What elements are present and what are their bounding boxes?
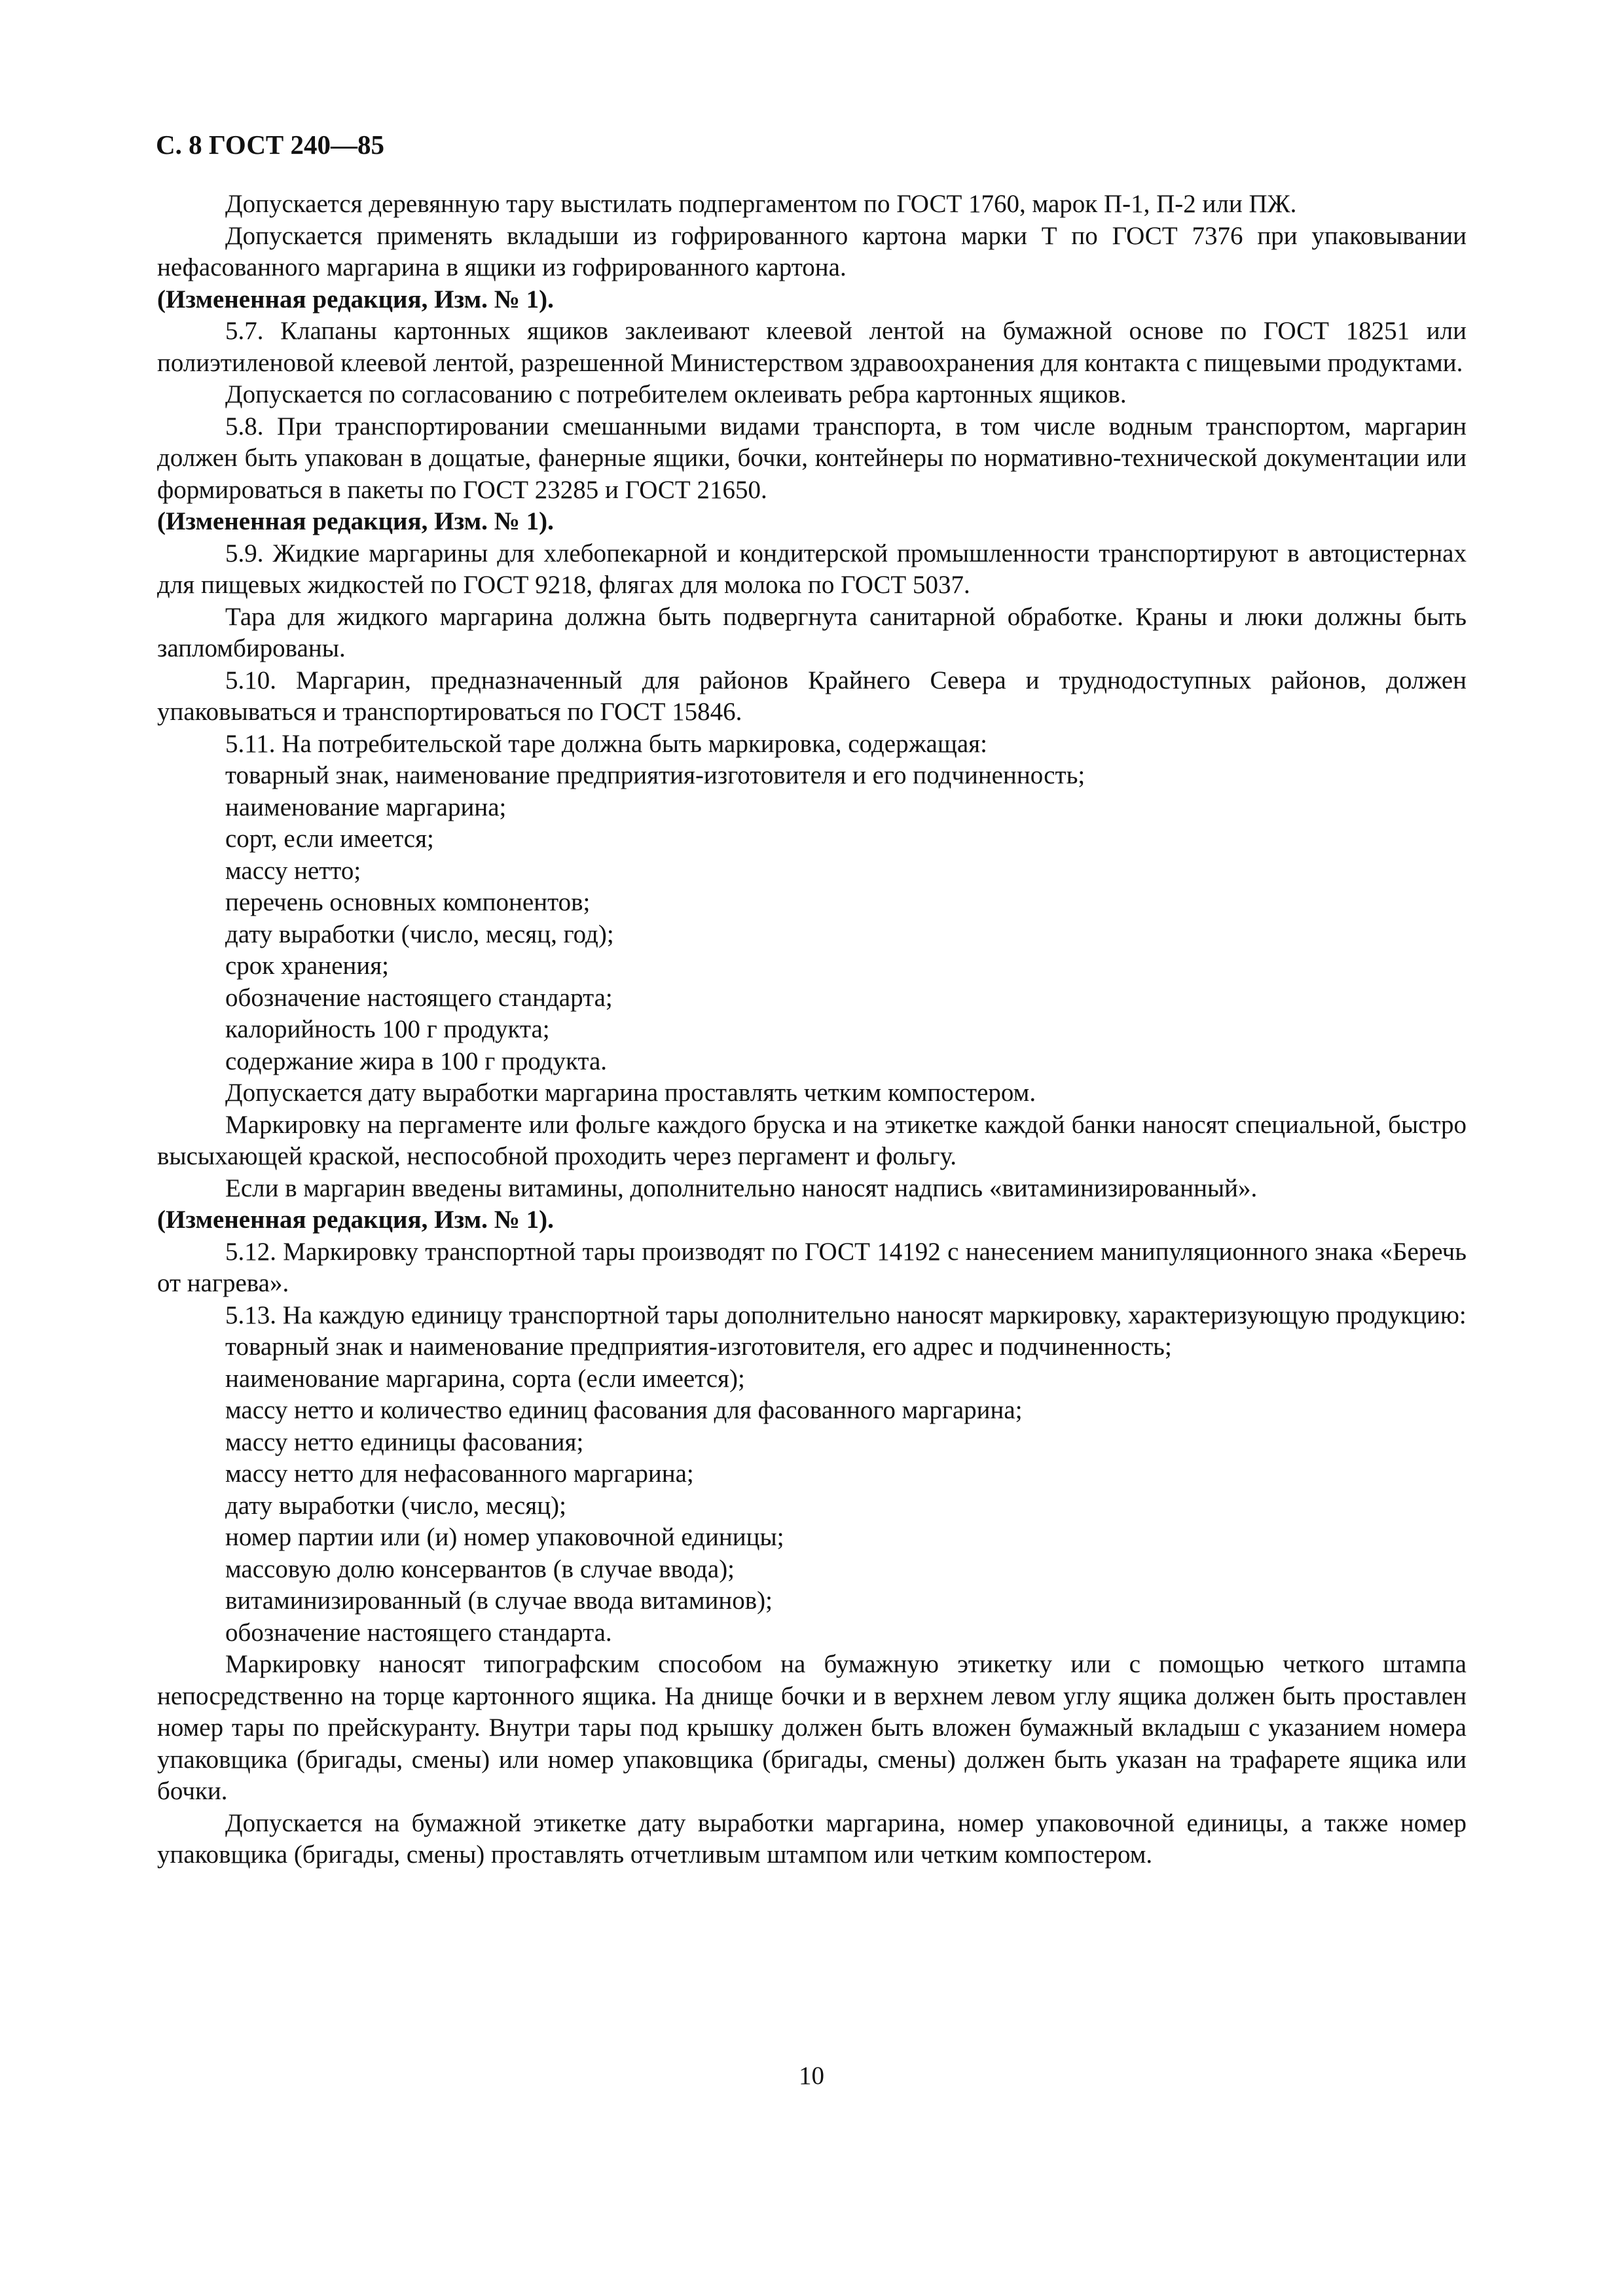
paragraph: Допускается по согласованию с потребителем оклеивать ребра картонных ящиков. [225, 380, 1127, 408]
list-item: товарный знак, наименование предприятия-изготовителя и его подчиненность; [225, 761, 1085, 789]
paragraph: Если в маргарин введены витамины, дополнительно наносят надпись «витаминизированный». [225, 1174, 1258, 1202]
list-item: массу нетто для нефасованного маргарина; [225, 1460, 694, 1488]
amendment-note: (Измененная редакция, Изм. № 1). [157, 1206, 554, 1234]
paragraph: 5.8. При транспортировании смешанными видами транспорта, в том числе водным транспортом, маргарин должен быть упакован в дощатые, фанерные ящики, бочки, контейнеры по нормативно-технической документации или формироваться в пакеты по ГОСТ 23285 и ГОСТ 21650. [157, 412, 1467, 504]
list-item: содержание жира в 100 г продукта. [225, 1047, 608, 1075]
list-item: наименование маргарина, сорта (если имеется); [225, 1364, 745, 1393]
amendment-note: (Измененная редакция, Изм. № 1). [157, 285, 554, 314]
list-item: срок хранения; [225, 952, 390, 980]
paragraph: Маркировку на пергаменте или фольге каждого бруска и на этикетке каждой банки наносят специальной, быстро высыхающей краской, неспособной проходить через пергамент и фольгу. [157, 1110, 1467, 1170]
list-item: массу нетто; [225, 856, 361, 885]
list-item: витаминизированный (в случае ввода витаминов); [225, 1587, 773, 1615]
paragraph: 5.10. Маргарин, предназначенный для районов Крайнего Севера и труднодоступных районов, должен упаковываться и транспортироваться по ГОСТ 15846. [157, 666, 1467, 726]
paragraph: 5.12. Маркировку транспортной тары производят по ГОСТ 14192 с нанесением манипуляционного знака «Беречь от нагрева». [157, 1237, 1467, 1297]
list-item: товарный знак и наименование предприятия-изготовителя, его адрес и подчиненность; [225, 1333, 1172, 1361]
list-item: номер партии или (и) номер упаковочной единицы; [225, 1523, 784, 1551]
paragraph: 5.13. На каждую единицу транспортной тары дополнительно наносят маркировку, характеризующую продукцию: [225, 1300, 1467, 1329]
list-item: обозначение настоящего стандарта; [225, 983, 613, 1012]
list-item: массу нетто и количество единиц фасования для фасованного маргарина; [225, 1396, 1023, 1424]
paragraph: Маркировку наносят типографским способом на бумажную этикетку или с помощью четкого штампа непосредственно на торце картонного ящика. На днище бочки и в верхнем левом углу ящика должен быть проставлен номер тары по прейскуранту. Внутри тары под крышку должен быть вложен бумажный вкладыш с указанием номера упаковщика (бригады, смены) или номер упаковщика (бригады, смены) должен быть указан на трафарете ящика или бочки. [157, 1650, 1467, 1805]
amendment-note: (Измененная редакция, Изм. № 1). [157, 507, 554, 535]
paragraph: Тара для жидкого маргарина должна быть подвергнута санитарной обработке. Краны и люки должны быть запломбированы. [157, 602, 1467, 662]
paragraph: Допускается применять вкладыши из гофрированного картона марки Т по ГОСТ 7376 при упаковывании нефасованного маргарина в ящики из гофрированного картона. [157, 221, 1467, 281]
paragraph: Допускается дату выработки маргарина проставлять четким компостером. [225, 1079, 1036, 1107]
list-item: массовую долю консервантов (в случае ввода); [225, 1554, 735, 1583]
page-header: С. 8 ГОСТ 240—85 [156, 130, 385, 160]
paragraph: 5.11. На потребительской таре должна быть маркировка, содержащая: [225, 729, 987, 758]
list-item: обозначение настоящего стандарта. [225, 1618, 612, 1647]
list-item: дату выработки (число, месяц); [225, 1491, 566, 1520]
paragraph: Допускается деревянную тару выстилать подпергаментом по ГОСТ 1760, марок П-1, П-2 или ПЖ. [225, 190, 1297, 218]
list-item: калорийность 100 г продукта; [225, 1015, 550, 1043]
paragraph: 5.7. Клапаны картонных ящиков заклеивают клеевой лентой на бумажной основе по ГОСТ 18251 или полиэтиленовой клеевой лентой, разрешенной Министерством здравоохранения для контакта с пищевыми продуктами. [157, 317, 1467, 377]
document-body [157, 188, 1467, 1871]
list-item: перечень основных компонентов; [225, 888, 591, 916]
list-item: сорт, если имеется; [225, 825, 434, 853]
paragraph: 5.9. Жидкие маргарины для хлебопекарной и кондитерской промышленности транспортируют в автоцистернах для пищевых жидкостей по ГОСТ 9218, флягах для молока по ГОСТ 5037. [157, 539, 1467, 599]
list-item: дату выработки (число, месяц, год); [225, 920, 614, 948]
list-item: наименование маргарина; [225, 793, 507, 821]
page-number: 10 [799, 2062, 824, 2090]
list-item: массу нетто единицы фасования; [225, 1427, 584, 1456]
paragraph: Допускается на бумажной этикетке дату выработки маргарина, номер упаковочной единицы, а также номер упаковщика (бригады, смены) проставлять отчетливым штампом или четким компостером. [157, 1808, 1467, 1869]
